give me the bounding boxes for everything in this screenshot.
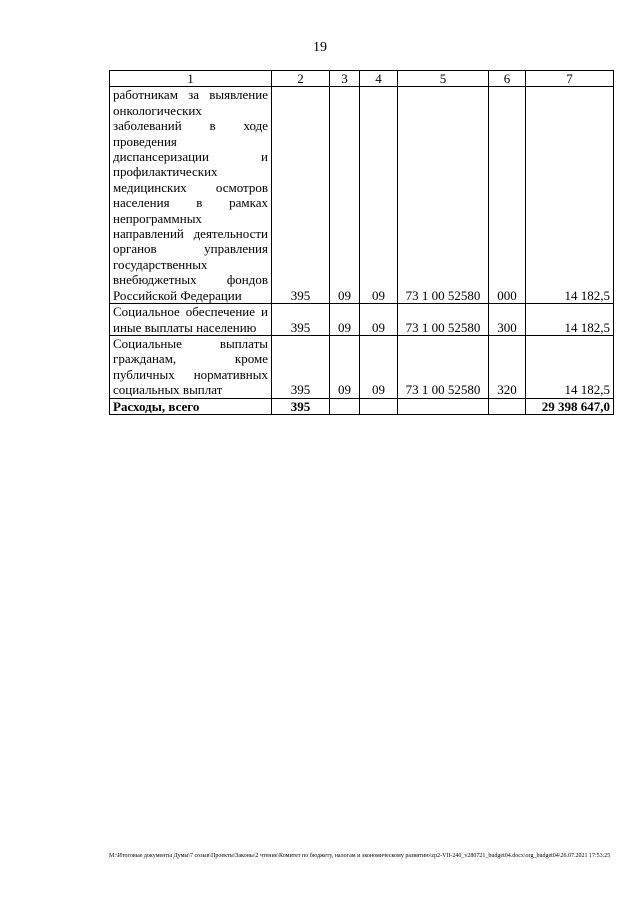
table-row	[110, 87, 614, 304]
total-label: Расходы, всего	[110, 398, 272, 414]
row-code-admin: 395	[272, 335, 330, 398]
header-col-7: 7	[526, 71, 614, 87]
budget-table	[109, 70, 614, 415]
row-name: работникам за выявление онкологических заболеваний в ходе проведения диспансеризации и профилактических медицинских осмотров населения в рамках непрограммных направлений деятельности органов управления государственных внебюджетных фондов Российской Федерации	[110, 87, 272, 304]
file-path-footer: M:\Итоговые документы Думы\7 созыв\Проекты\Законы\2 чтение\Комитет по бюджету, налогам и экономическому развитию\zp2-VII-240_v280721_budget04.docx\org_budget04\26.07.2021 17:53:25	[109, 853, 611, 859]
row-amount: 14 182,5	[526, 335, 614, 398]
total-row	[110, 398, 614, 414]
row-target-article: 73 1 00 52580	[398, 304, 489, 336]
row-section: 09	[330, 335, 360, 398]
row-subsection: 09	[360, 304, 398, 336]
row-subsection: 09	[360, 87, 398, 304]
row-expense-type: 320	[489, 335, 526, 398]
header-col-3: 3	[330, 71, 360, 87]
header-row	[110, 71, 614, 87]
row-target-article: 73 1 00 52580	[398, 335, 489, 398]
row-section: 09	[330, 304, 360, 336]
row-expense-type: 300	[489, 304, 526, 336]
row-name: Социальное обеспечение и иные выплаты населению	[110, 304, 272, 336]
row-expense-type: 000	[489, 87, 526, 304]
row-code-admin: 395	[272, 87, 330, 304]
total-amount: 29 398 647,0	[526, 398, 614, 414]
row-section: 09	[330, 87, 360, 304]
total-code-admin: 395	[272, 398, 330, 414]
header-col-5: 5	[398, 71, 489, 87]
header-col-2: 2	[272, 71, 330, 87]
page-number: 19	[313, 40, 327, 55]
row-amount: 14 182,5	[526, 304, 614, 336]
row-target-article: 73 1 00 52580	[398, 87, 489, 304]
row-name: Социальные выплаты гражданам, кроме публичных нормативных социальных выплат	[110, 335, 272, 398]
total-section	[330, 398, 360, 414]
row-subsection: 09	[360, 335, 398, 398]
header-col-6: 6	[489, 71, 526, 87]
header-col-4: 4	[360, 71, 398, 87]
total-target-article	[398, 398, 489, 414]
row-amount: 14 182,5	[526, 87, 614, 304]
header-col-1: 1	[110, 71, 272, 87]
total-expense-type	[489, 398, 526, 414]
table-row	[110, 335, 614, 398]
row-code-admin: 395	[272, 304, 330, 336]
total-subsection	[360, 398, 398, 414]
table-row	[110, 304, 614, 336]
